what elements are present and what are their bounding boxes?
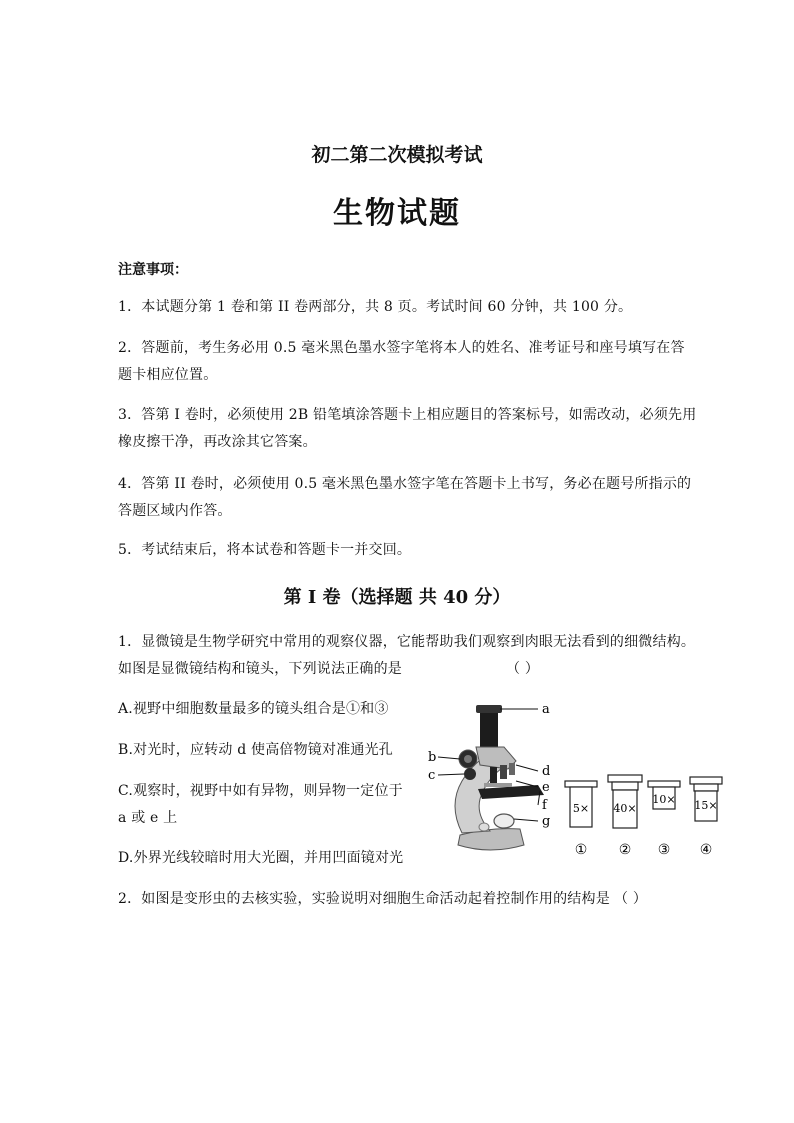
lens-1-number: ① [574, 842, 588, 858]
note-item-5: 5．考试结束后，将本试卷和答题卡一并交回。 [118, 542, 412, 558]
part-label-g: g [542, 814, 551, 829]
q2-stem: 2．如图是变形虫的去核实验，实验说明对细胞生命活动起着控制作用的结构是 [118, 891, 610, 907]
exam-subtitle: 初二第二次模拟考试 [311, 144, 483, 166]
lens-1-mark: 5× [572, 802, 590, 815]
note-item-3: 3．答第 I 卷时，必须使用 2B 铅笔填涂答题卡上相应题目的答案标号，如需改动，必须先用 [118, 407, 697, 423]
part-label-d: d [542, 764, 551, 779]
lens-2-number: ② [618, 842, 632, 858]
fine-focus-knob [464, 768, 476, 780]
objective-lens-2 [500, 765, 507, 779]
objective-lens-1 [490, 767, 497, 783]
leader-line-b [438, 757, 460, 759]
part-label-b: b [428, 750, 437, 765]
part-label-a: a [542, 702, 550, 717]
q1-stem-line2: 如图是显微镜结构和镜头，下列说法正确的是 [118, 661, 402, 677]
lens-3-number: ③ [657, 842, 671, 858]
note-item-1: 1．本试题分第 1 卷和第 II 卷两部分，共 8 页。考试时间 60 分钟，共 100 分。 [118, 299, 633, 315]
eyepiece-tube [480, 707, 498, 751]
part-label-e: e [542, 780, 550, 795]
coarse-focus-knob-center [464, 755, 472, 763]
lens-2-mark: 40× [613, 802, 637, 815]
q1-stem-line1: 1．显微镜是生物学研究中常用的观察仪器，它能帮助我们观察到肉眼无法看到的细微结构。 [118, 634, 696, 650]
lens-2 [608, 775, 642, 858]
note-item-4: 4．答第 II 卷时，必须使用 0.5 毫米黑色墨水签字笔在答题卡上书写，务必在题号所指示的 [118, 476, 692, 492]
note-item-3-cont: 橡皮擦干净，再改涂其它答案。 [118, 434, 317, 450]
exam-title: 生物试题 [333, 196, 461, 231]
lens-3-mark: 10× [652, 793, 676, 806]
mirror [494, 814, 514, 828]
q1-option-b: B.对光时，应转动 d 使高倍物镜对准通光孔 [118, 742, 393, 758]
section-title: 第 I 卷（选择题 共 40 分） [283, 587, 511, 608]
lens-4-number: ④ [699, 842, 713, 858]
objective-lens-3 [509, 763, 515, 775]
q2-answer-paren: （ ） [614, 891, 648, 907]
note-item-2-cont: 题卡相应位置。 [118, 367, 218, 383]
stage-clip [484, 783, 512, 787]
eyepiece-cap [476, 705, 502, 713]
mirror-mount [479, 823, 489, 831]
part-label-c: c [428, 768, 436, 783]
q1-option-c: C.观察时，视野中如有异物，则异物一定位于 [118, 783, 403, 799]
leader-line-d [516, 765, 538, 771]
microscope-figure [420, 695, 740, 870]
q1-option-a: A.视野中细胞数量最多的镜头组合是①和③ [118, 701, 389, 717]
stage [478, 785, 544, 799]
lens-4-mark: 15× [694, 799, 718, 812]
lens-1 [565, 781, 597, 858]
part-label-f: f [542, 798, 547, 813]
note-item-4-cont: 答题区域内作答。 [118, 503, 232, 519]
note-item-2: 2．答题前，考生务必用 0.5 毫米黑色墨水签字笔将本人的姓名、准考证号和座号填写在答 [118, 340, 685, 356]
notes-heading: 注意事项： [118, 262, 188, 278]
q1-answer-paren: （ ） [506, 661, 540, 677]
lens-4 [690, 777, 722, 858]
q1-option-d: D.外界光线较暗时用大光圈，并用凹面镜对光 [118, 850, 404, 866]
leader-line-c [438, 774, 464, 775]
leader-line-g [514, 819, 538, 821]
lens-3 [648, 781, 680, 858]
q1-option-c-cont: a 或 e 上 [118, 810, 178, 826]
